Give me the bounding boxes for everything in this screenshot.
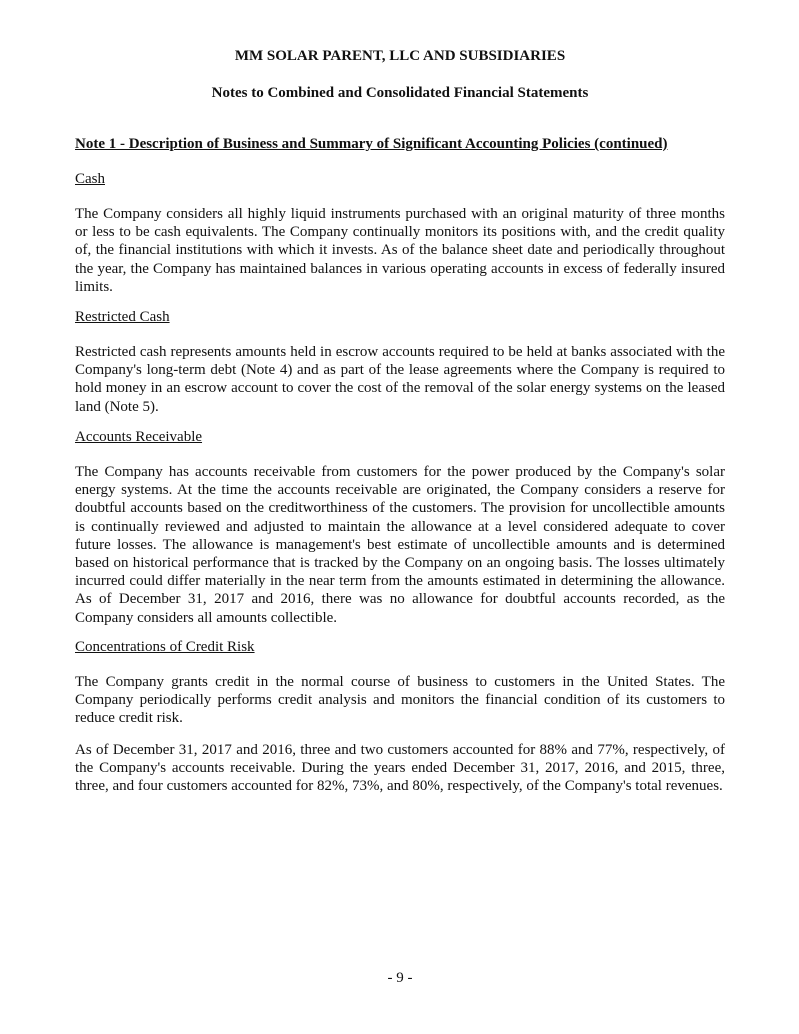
paragraph-accounts-receivable: The Company has accounts receivable from customers for the power produced by the Company's solar energy systems. At the time the accounts receivable are originated, the Company considers a reserve for doubtful accounts based on the creditworthiness of the customers. The provision for uncollectible amounts is continually reviewed and adjusted to maintain the allowance at a level considered adequate to cover future losses. The allowance is management's best estimate of uncollectible amounts and is determined based on historical performance that is tracked by the Company on an ongoing basis. The losses ultimately incurred could differ materially in the near term from the amounts estimated in determining the allowance. As of December 31, 2017 and 2016, there was no allowance for doubtful accounts recorded, as the Company considers all amounts collectible. — [75, 464, 725, 626]
section-heading-accounts-receivable: Accounts Receivable — [75, 429, 203, 445]
note-title: Note 1 - Description of Business and Summary of Significant Accounting Policies (continued) — [75, 136, 668, 152]
company-name: MM SOLAR PARENT, LLC AND SUBSIDIARIES — [234, 48, 566, 64]
paragraph-restricted-cash: Restricted cash represents amounts held in escrow accounts required to be held at banks associated with the Company's long-term debt (Note 4) and as part of the lease agreements where the Company is required to hold money in an escrow account to cover the cost of the removal of the solar energy systems on the leased land (Note 5). — [75, 344, 725, 415]
section-heading-cash: Cash — [75, 171, 105, 187]
section-heading-credit-risk: Concentrations of Credit Risk — [75, 639, 255, 655]
section-heading-restricted-cash: Restricted Cash — [75, 309, 170, 325]
paragraph-credit-risk-2: As of December 31, 2017 and 2016, three and two customers accounted for 88% and 77%, respectively, of the Company's accounts receivable. During the years ended December 31, 2017, 2016, and 2015, three, three, and four customers accounted for 82%, 73%, and 80%, respectively, of the Company's total revenues. — [75, 742, 725, 795]
document-subtitle: Notes to Combined and Consolidated Financial Statements — [211, 85, 589, 101]
page-number: - 9 - — [387, 970, 413, 986]
paragraph-credit-risk-1: The Company grants credit in the normal course of business to customers in the United States. The Company periodically performs credit analysis and monitors the financial condition of its customers to reduce credit risk. — [75, 674, 725, 727]
paragraph-cash: The Company considers all highly liquid instruments purchased with an original maturity of three months or less to be cash equivalents. The Company continually monitors its positions with, and the credit quality of, the financial institutions with which it invests. As of the balance sheet date and periodically throughout the year, the Company has maintained balances in various operating accounts in excess of federally insured limits. — [75, 206, 725, 295]
